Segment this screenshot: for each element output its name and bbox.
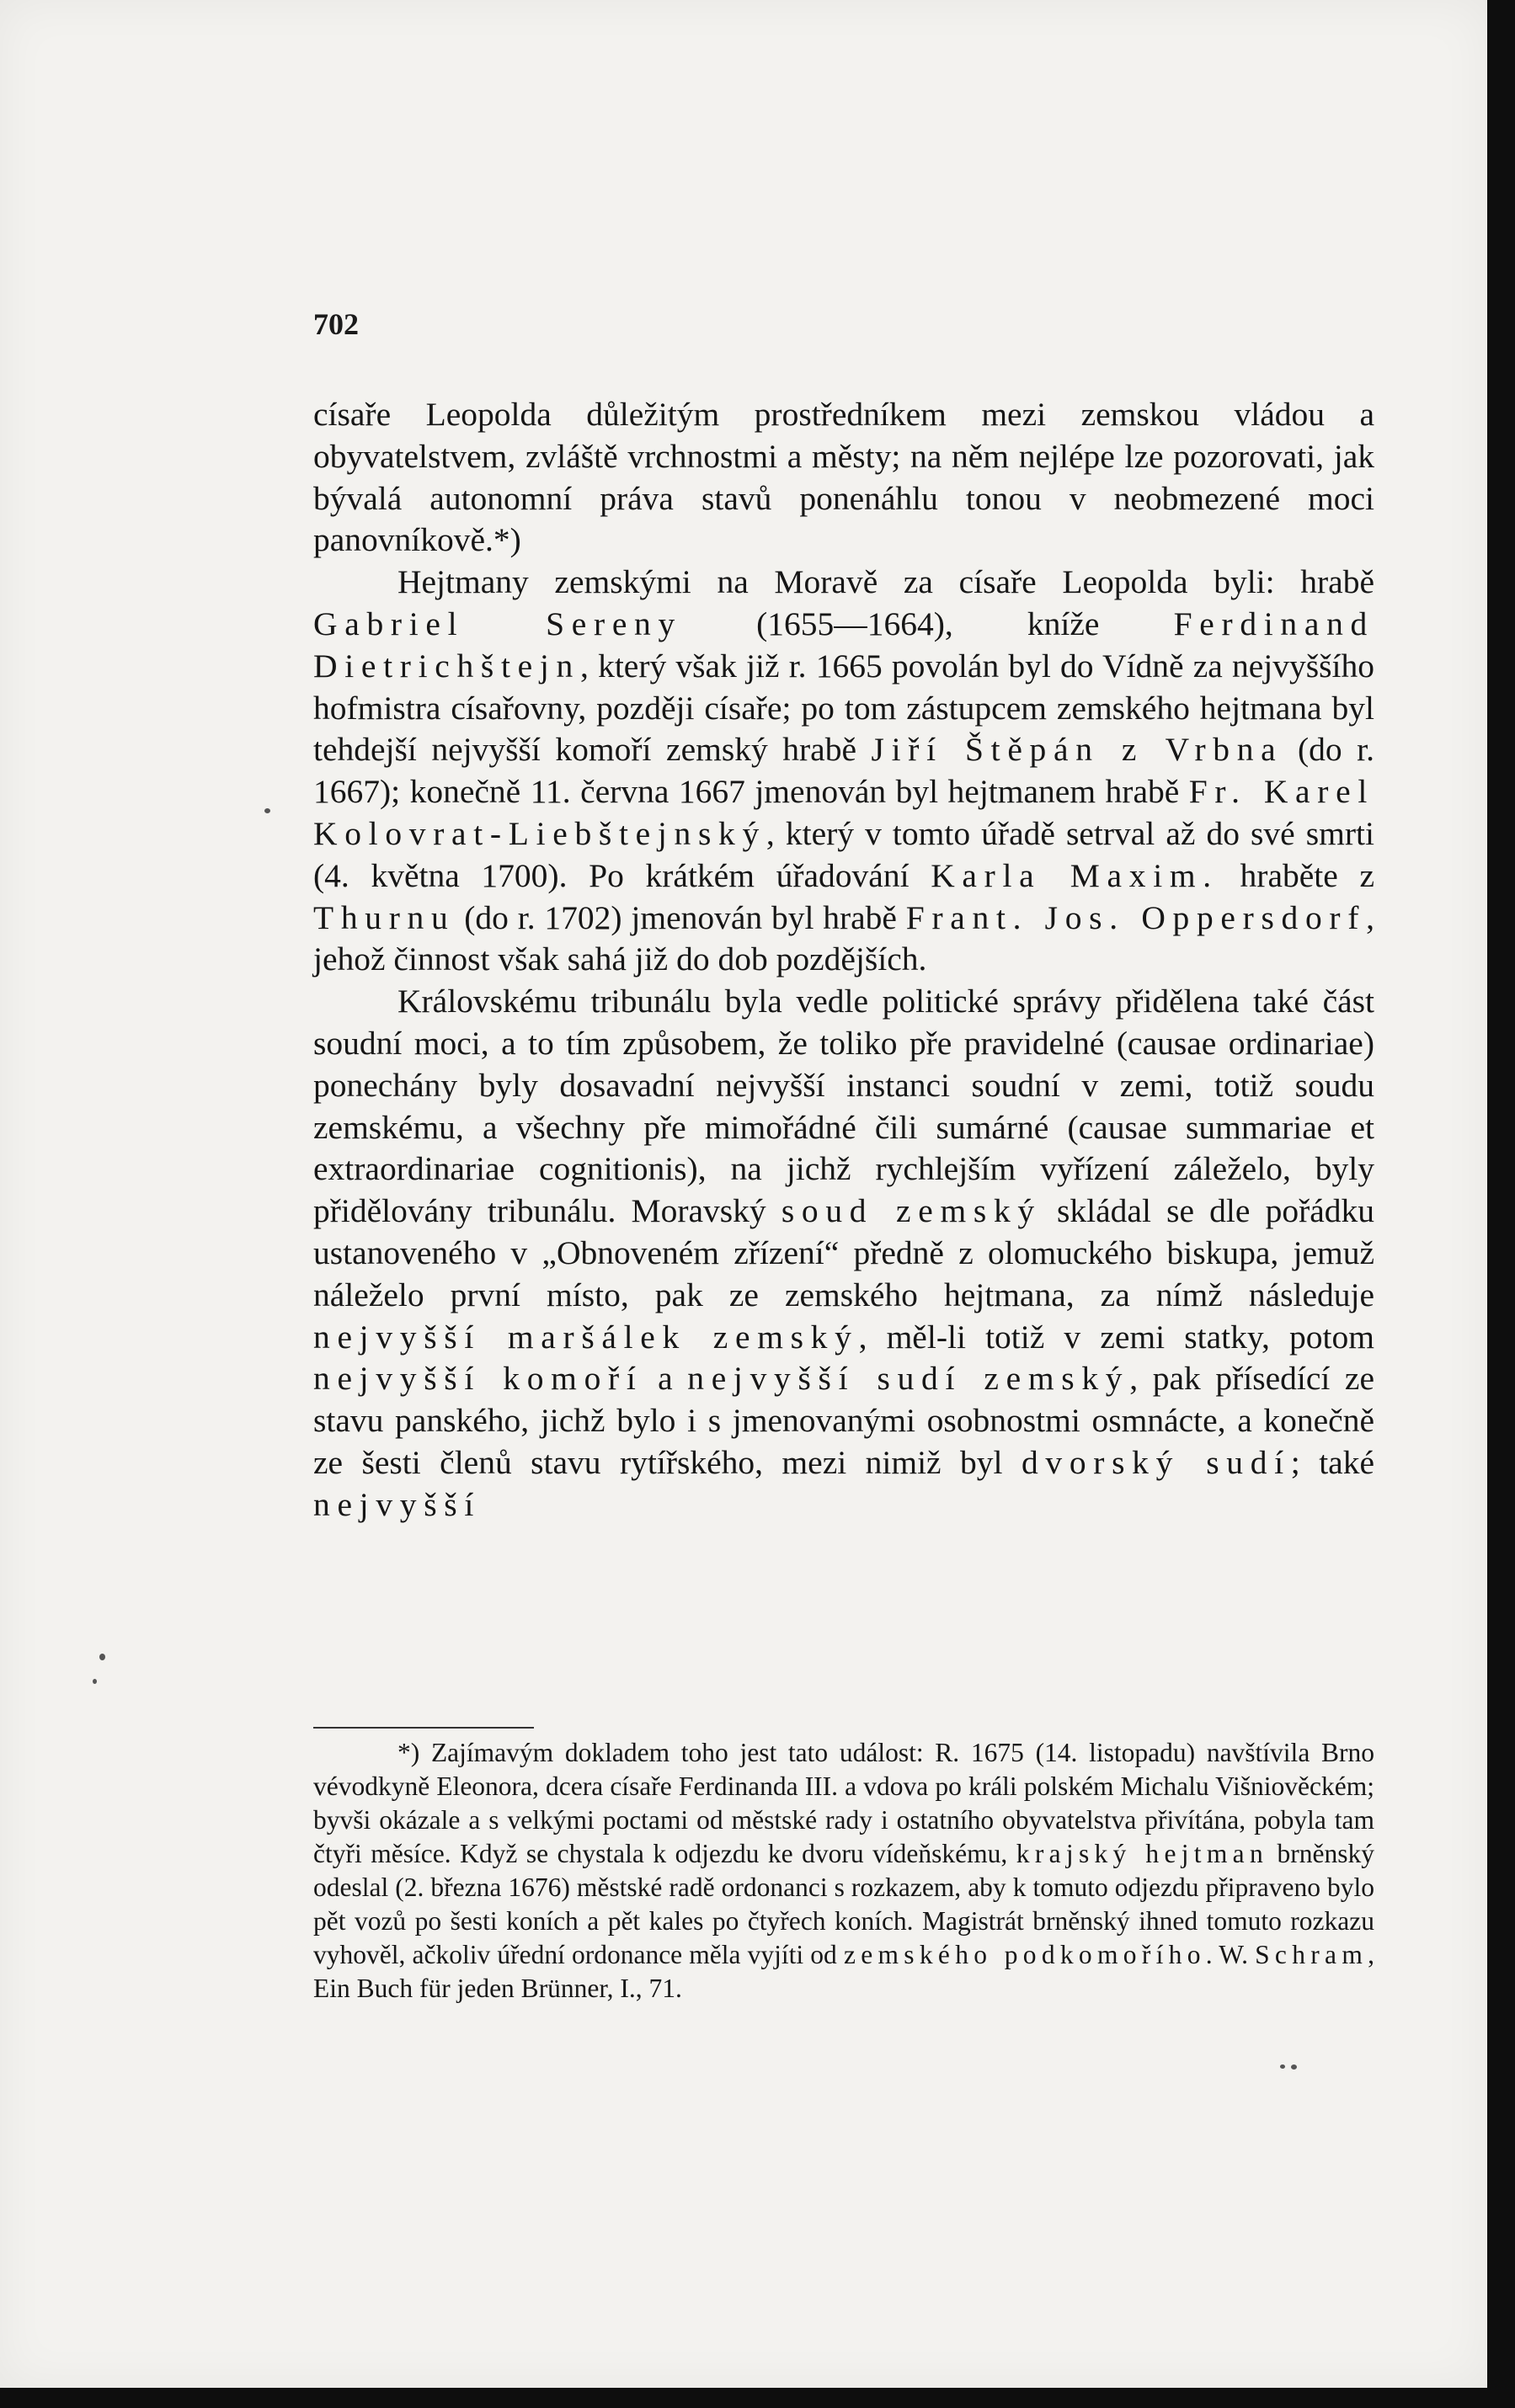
spaced-text: nejvyšší maršálek zemský (313, 1318, 859, 1356)
margin-speck (1280, 2064, 1285, 2069)
text-run: , který v tomto úřadě setrval až do své smrti (4. května 1700). Po krátkém úřadování (313, 814, 1374, 894)
text-run: *) Zajímavým dokladem toho jest tato událost: R. 1675 (14. listopadu) navštívila Brno vévodkyně Eleonora, dcera císaře Ferdinanda III. a vdova po králi polském Michalu Višniověckém; byvši okázale a s velkými poctami od městské rady i ostatního obyvatelstva přivítána, pobyla tam čtyři měsíce. Když se chystala k odjezdu ke dvoru vídeňskému, (313, 1738, 1374, 1868)
paragraph-3 (313, 981, 1374, 1526)
text-run: (do r. 1667); konečně 11. června 1667 jmenován byl hejtmanem hrabě (313, 731, 1374, 811)
spaced-text: soud zemský (781, 1192, 1042, 1230)
spaced-text: Thurnu (313, 898, 456, 936)
spaced-text: nejvyšší (313, 1485, 481, 1523)
spaced-text: Ferdinand Dietrichštejn (313, 605, 1374, 685)
text-run: Hejtmany zemskými na Moravě za císaře Leopolda byli: hrabě (397, 563, 1374, 601)
text-run: skládal se dle pořádku ustanoveného v „Obnoveném zřízení“ předně z olomuckého biskupa, jemuž náleželo první místo, pak ze zemského hejtmana, za nímž následuje (313, 1192, 1375, 1313)
margin-speck (1291, 2064, 1297, 2070)
page-number: 702 (313, 307, 359, 341)
text-run: brněnský odeslal (2. března 1676) městské radě ordonanci s rozkazem, aby k tomuto odjezdu připraveno bylo pět vozů po šesti koních a pět kales po čtyřech koních. Magistrát brněnský ihned tomuto rozkazu vyhověl, ačkoliv úřední ordonance měla vyjíti od (313, 1839, 1375, 1969)
footnote (313, 1736, 1374, 2006)
spaced-text: Schram (1255, 1940, 1368, 1969)
text-run: Královskému tribunálu byla vedle politické správy přidělena také část soudní moci, a to tím způsobem, že toliko pře pravidelné (causae ordinariae) ponechány byly dosavadní nejvyšší instanci soudní v zemi, totiž soudu zemskému, a všechny pře mimořádné čili sumárné (causae summariae et extraordinariae cognitionis), na jichž rychlejším vyřízení záleželo, byly přidělovány tribunálu. Moravský (313, 983, 1374, 1230)
spaced-text: Jiří Štěpán z Vrbna (871, 731, 1283, 769)
margin-speck (264, 808, 270, 813)
spaced-text: Frant. Jos. Oppersdorf (905, 898, 1367, 936)
text-run: , který však již r. 1665 povolán byl do Vídně za nejvyššího hofmistra císařovny, později císaře; po tom zástupcem zemského hejtmana byl tehdejší nejvyšší komoří zemský hrabě (313, 647, 1374, 769)
main-text (313, 394, 1374, 1526)
spaced-text: zemského podkomořího (843, 1940, 1206, 1969)
paragraph-1 (313, 394, 1374, 562)
spaced-text: dvorský sudí (1021, 1443, 1291, 1481)
text-run: císaře Leopolda důležitým prostředníkem mezi zemskou vládou a obyvatelstvem, zvláště vrchnostmi a městy; na něm nejlépe lze pozorovati, jak bývalá autonomní práva stavů ponenáhlu tonou v neobmezené moci panovníkově.*) (313, 396, 1374, 559)
footnote-divider (313, 1727, 534, 1729)
margin-speck (93, 1679, 97, 1684)
spaced-text: Gabriel Sereny (313, 605, 682, 642)
text-run: (do r. 1702) jmenován byl hrabě (455, 898, 906, 936)
text-run: ; také (1290, 1443, 1374, 1481)
text-run: , měl-li totiž v zemi statky, potom (858, 1318, 1374, 1356)
text-run: , pak přísedící ze stavu panského, jichž bylo i s jmenovanými osobnostmi osmnácte, a konečně ze šesti členů stavu rytířského, mezi nimiž byl (313, 1360, 1374, 1481)
text-run: , jehož činnost však sahá již do dob pozdějších. (313, 898, 1374, 978)
spaced-text: nejvyšší sudí zemský (687, 1360, 1130, 1398)
text-run: , Ein Buch für jeden Brünner, I., 71. (313, 1940, 1374, 2003)
paragraph-2 (313, 562, 1374, 981)
text-run: (1655—1664), kníže (681, 605, 1174, 642)
spaced-text: Fr. Karel Kolovrat-Liebštejnský (313, 773, 1374, 852)
text-run: . W. (1205, 1940, 1256, 1969)
spaced-text: nejvyšší komoří (313, 1360, 643, 1398)
margin-speck (99, 1654, 105, 1660)
spaced-text: krajský hejtman (1016, 1839, 1268, 1868)
spaced-text: Karla Maxim. (931, 856, 1219, 894)
text-run: a (643, 1360, 688, 1398)
text-run: hraběte z (1218, 856, 1374, 894)
